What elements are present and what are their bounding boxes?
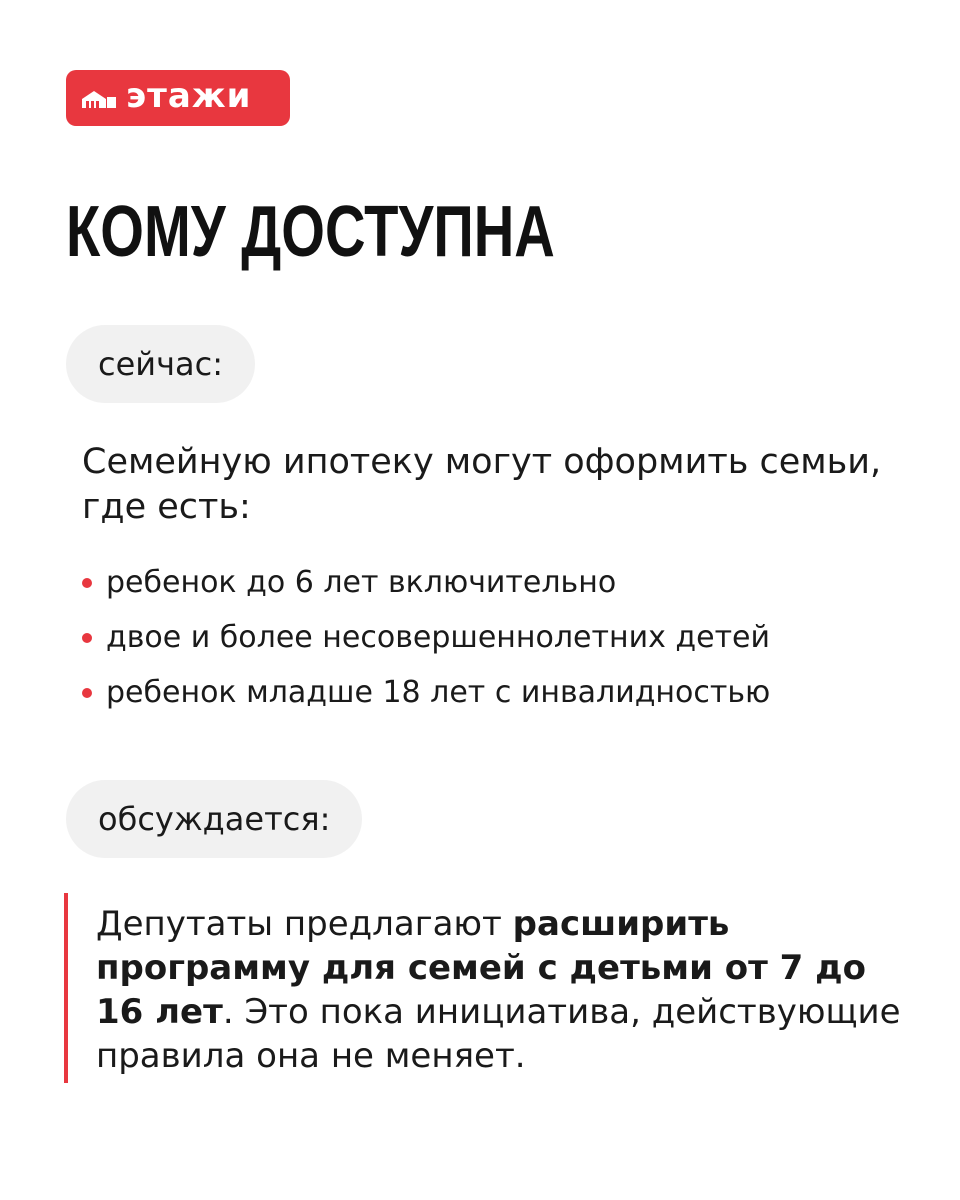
discussion-text [96, 902, 916, 1078]
quote-accent-bar [64, 893, 68, 1083]
list-item [82, 610, 942, 665]
discussion-text-end: . Это пока инициатива, действующие правила она не меняет. [96, 992, 901, 1076]
building-icon [80, 87, 118, 109]
bullet-dot-icon [82, 578, 92, 588]
discussion-text-bold: расширить программу для семей с детьми от 7 до 16 лет [96, 904, 866, 1032]
bullet-dot-icon [82, 688, 92, 698]
brand-name: этажи [126, 76, 252, 116]
section-label-now: сейчас: [66, 325, 255, 403]
intro-text: Семейную ипотеку могут оформить семьи, где есть: [82, 442, 882, 527]
section-label-discussed: обсуждается: [66, 780, 362, 858]
list-item-text: двое и более несовершеннолетних детей [106, 620, 771, 655]
brand-logo [66, 70, 290, 126]
list-item [82, 555, 942, 610]
discussion-text-start: Депутаты предлагают [96, 904, 513, 944]
list-item-text: ребенок до 6 лет включительно [106, 565, 617, 600]
list-item-text: ребенок младше 18 лет с инвалидностью [106, 675, 771, 710]
eligibility-list [82, 555, 942, 720]
list-item [82, 665, 942, 720]
page-title: КОМУ ДОСТУПНА [66, 192, 555, 272]
bullet-dot-icon [82, 633, 92, 643]
